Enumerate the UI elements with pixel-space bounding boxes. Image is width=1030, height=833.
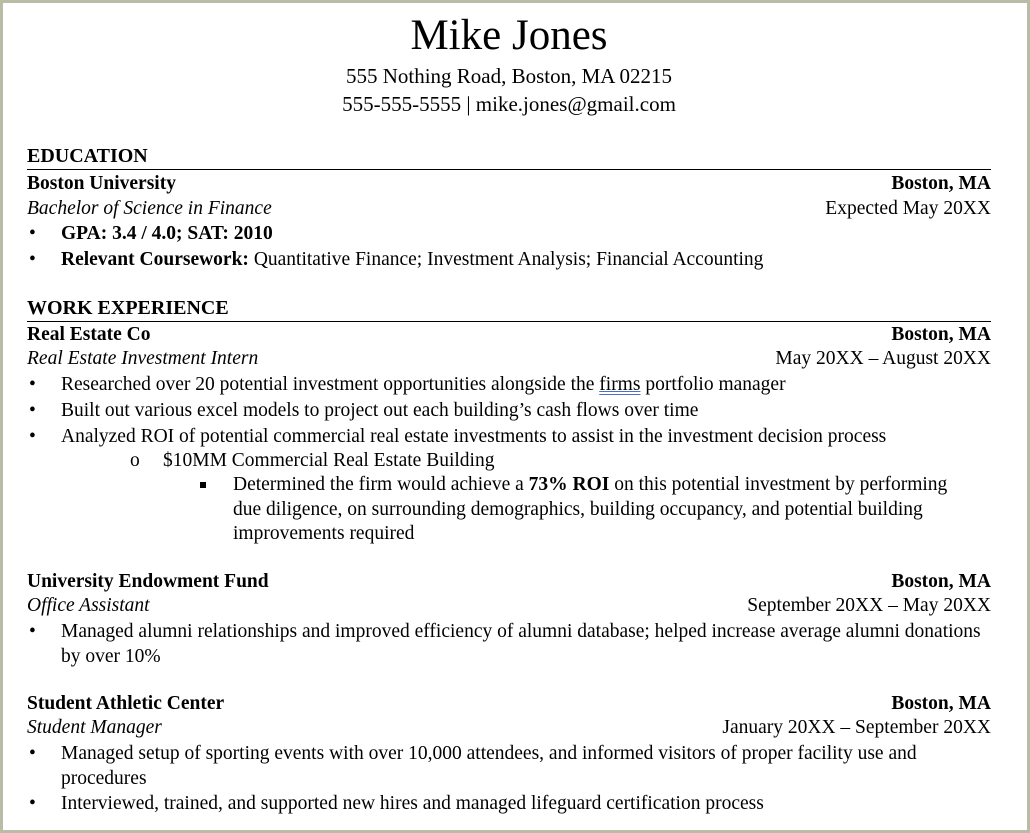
job-location: Boston, MA: [891, 693, 991, 714]
job-dates: January 20XX – September 20XX: [722, 717, 991, 738]
contact-address: 555 Nothing Road, Boston, MA 02215: [345, 64, 673, 88]
job-role-row: [27, 716, 991, 740]
job-role: Real Estate Investment Intern: [27, 348, 259, 369]
bullet-icon: •: [29, 793, 36, 814]
job-location: Boston, MA: [891, 324, 991, 345]
job-bullet: Analyzed ROI of potential commercial real estate investments to assist in the investment decision process: [61, 426, 887, 447]
job-bullet-text: Researched over 20 potential investment opportunities alongside the: [61, 374, 600, 395]
degree: Bachelor of Science in Finance: [27, 198, 272, 219]
coursework-label: Relevant Coursework:: [61, 249, 249, 270]
job-bullet: Interviewed, trained, and supported new hires and managed lifeguard certification process: [61, 793, 764, 814]
coursework-bullet: [61, 248, 981, 273]
school-name: Boston University: [27, 173, 176, 194]
job-header-row: [27, 692, 991, 716]
section-heading-work-experience: WORK EXPERIENCE: [27, 296, 991, 322]
bullet-icon: •: [29, 249, 36, 270]
coursework-text: Quantitative Finance; Investment Analysis; Financial Accounting: [248, 249, 764, 270]
spellcheck-word: firms: [599, 374, 641, 395]
square-bullet-icon: [200, 482, 206, 488]
bullet-icon: •: [29, 426, 36, 447]
school-location: Boston, MA: [891, 173, 991, 194]
job-bullet: Built out various excel models to project out each building’s cash flows over time: [61, 400, 699, 421]
job-header-row: [27, 570, 991, 594]
bullet-icon: •: [29, 400, 36, 421]
job-dates: May 20XX – August 20XX: [775, 348, 991, 369]
gpa-bullet: GPA: 3.4 / 4.0; SAT: 2010: [61, 223, 273, 244]
job-organization: University Endowment Fund: [27, 571, 269, 592]
bullet-icon: •: [29, 743, 36, 764]
job-role: Office Assistant: [27, 595, 150, 616]
graduation-date: Expected May 20XX: [825, 198, 991, 219]
education-school-row: [27, 172, 991, 196]
job-bullet: Managed alumni relationships and improved efficiency of alumni database; helped increase average alumni donations by over 10%: [61, 621, 981, 667]
section-heading-education: EDUCATION: [27, 144, 991, 170]
job-header-row: [27, 323, 991, 347]
job-role-row: [27, 347, 991, 371]
bullet-icon: •: [29, 621, 36, 642]
education-degree-row: [27, 197, 991, 221]
job-role-row: [27, 594, 991, 618]
job-organization: Student Athletic Center: [27, 693, 225, 714]
sub-bullet: $10MM Commercial Real Estate Building: [163, 450, 495, 471]
bullet-icon: •: [29, 374, 36, 395]
job-role: Student Manager: [27, 717, 162, 738]
sub-sub-bullet-text: on this potential investment by performing due diligence, on surrounding demographics, building occupancy, and potential building improvements required: [233, 474, 948, 544]
resume-name: Mike Jones: [410, 12, 608, 59]
bullet-icon: •: [29, 223, 36, 244]
sub-sub-bullet-text: Determined the firm would achieve a: [233, 474, 529, 495]
roi-highlight: 73% ROI: [528, 474, 610, 495]
job-bullet: Managed setup of sporting events with over 10,000 attendees, and informed visitors of proper facility use and procedures: [61, 743, 917, 789]
job-dates: September 20XX – May 20XX: [747, 595, 991, 616]
sub-sub-bullet: [233, 473, 953, 547]
contact-phone-email: 555-555-5555 | mike.jones@gmail.com: [342, 92, 676, 116]
job-bullet: [61, 373, 981, 398]
job-bullet-text: portfolio manager: [640, 374, 786, 395]
sub-bullet-icon: o: [130, 450, 140, 471]
job-organization: Real Estate Co: [27, 324, 151, 345]
job-location: Boston, MA: [891, 571, 991, 592]
